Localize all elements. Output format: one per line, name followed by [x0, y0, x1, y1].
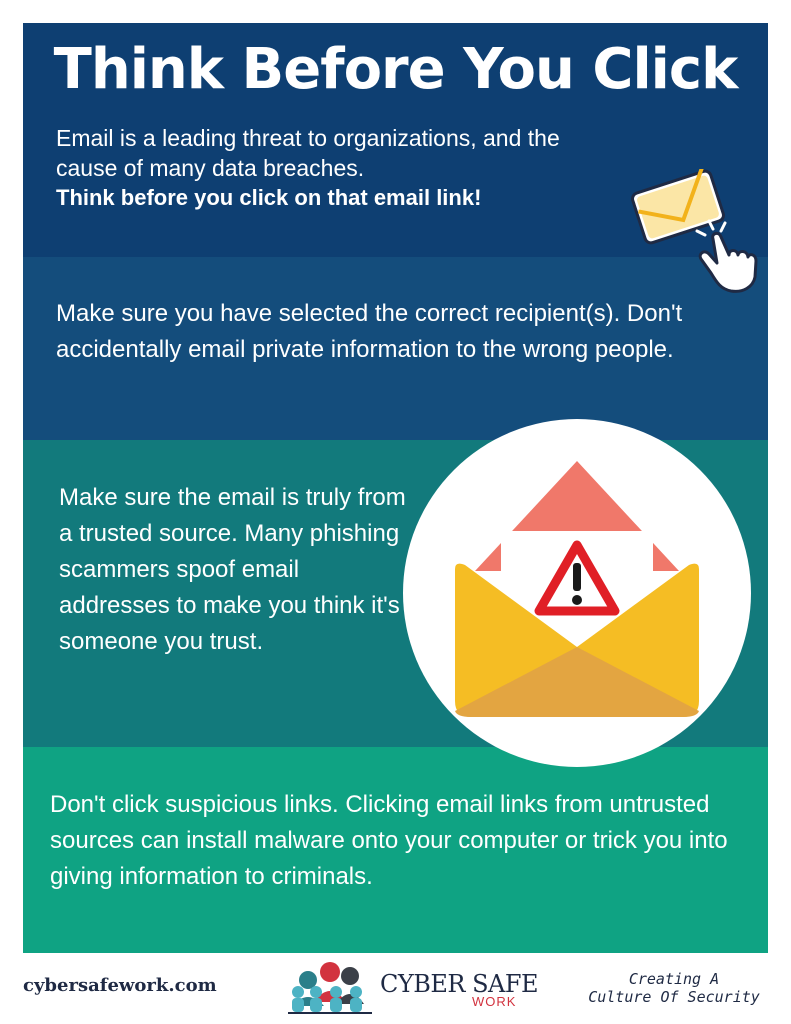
website-url: cybersafework.com	[23, 975, 217, 996]
tip-suspicious-links: Don't click suspicious links. Clicking email links from untrusted sources can install malware onto your computer or trick you into giving information to criminals.	[50, 791, 728, 890]
tip-recipients: Make sure you have selected the correct recipient(s). Don't accidentally email private information to the wrong people.	[56, 300, 683, 363]
tagline	[574, 970, 774, 1006]
envelope-icon	[631, 169, 725, 244]
intro-text	[56, 123, 616, 213]
logo-subtitle: WORK	[472, 994, 517, 1009]
tip-trusted-source: Make sure the email is truly from a trusted source. Many phishing scammers spoof email addresses to make you think it's someone you trust.	[59, 484, 406, 655]
intro-line: Email is a leading threat to organizations, and the cause of many data breaches.	[56, 125, 560, 181]
poster	[23, 23, 768, 953]
page-title: Think Before You Click	[53, 37, 738, 102]
email-click-icon	[631, 169, 761, 299]
intro-bold-line: Think before you click on that email link!	[56, 185, 482, 210]
logo-name: CYBER SAFE	[380, 970, 539, 998]
cyber-safe-work-logo	[284, 962, 539, 1014]
email-warning-icon	[445, 461, 709, 725]
tagline-line-1: Creating A	[628, 970, 720, 988]
pointing-hand-icon	[700, 233, 756, 291]
people-group-icon	[284, 962, 380, 1014]
tagline-line-2: Culture Of Security	[588, 988, 760, 1006]
